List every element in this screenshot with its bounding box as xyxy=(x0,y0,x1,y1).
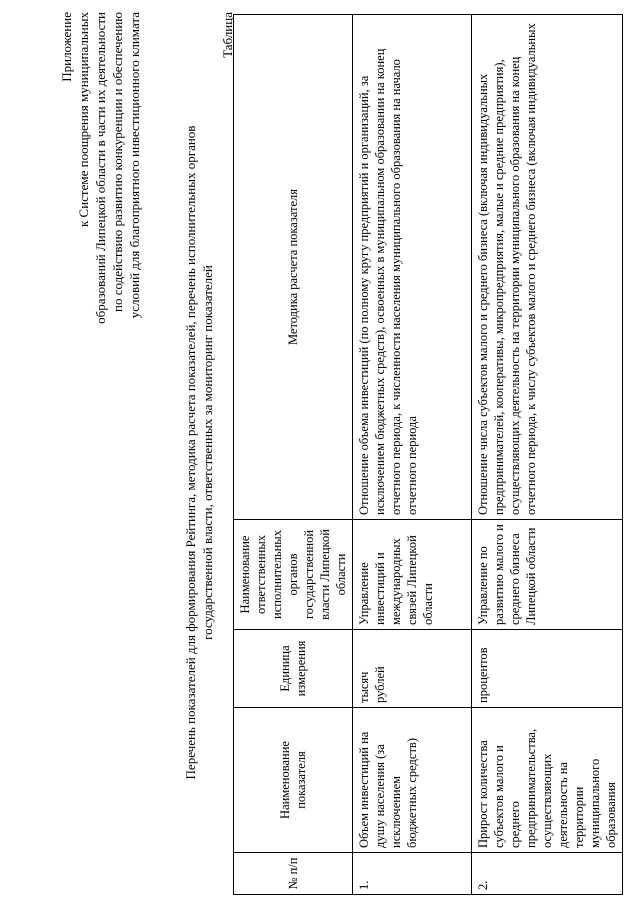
header-indicator-name: Наименование показателя xyxy=(234,708,353,853)
cell-number: 2. xyxy=(472,853,623,895)
list-title xyxy=(182,0,216,905)
table-label: Таблица xyxy=(220,12,235,58)
appendix-line: образований Липецкой области в части их деятельности xyxy=(93,12,108,324)
appendix-line: по содействию развитию конкуренции и обеспечению xyxy=(110,12,125,312)
cell-number: 1. xyxy=(353,853,472,895)
cell-responsible: Управление инвестиций и международных связей Липецкой области xyxy=(353,520,472,630)
header-responsible: Наименование ответственных исполнительных органов государственной власти Липецкой области xyxy=(234,520,353,630)
appendix-line: к Системе поощрения муниципальных xyxy=(76,12,91,228)
cell-method: Отношение объема инвестиций (по полному кругу предприятий и организаций, за исключением бюджетных средств), освоенных в муниципальном образовании на конец отчетного периода, к численности населения муниципального образования на начало отчетного периода xyxy=(353,15,472,520)
appendix-line: условий для благоприятного инвестиционного климата xyxy=(127,12,142,319)
indicators-table xyxy=(233,14,623,895)
appendix-header xyxy=(58,12,143,612)
cell-indicator-name: Прирост количества субъектов малого и среднего предпринимательства, осуществляющих деятельность на территории муниципального образования xyxy=(472,708,623,853)
header-number: № п/п xyxy=(234,853,353,895)
header-unit: Единица измерения xyxy=(234,630,353,708)
header-method: Методика расчета показателя xyxy=(234,15,353,520)
cell-indicator-name: Объем инвестиций на душу населения (за исключением бюджетных средств) xyxy=(353,708,472,853)
list-title-line: государственной власти, ответственных за мониторинг показателей xyxy=(200,265,215,640)
cell-responsible: Управление по развитию малого и среднего бизнеса Липецкой области xyxy=(472,520,623,630)
cell-method: Отношение числа субъектов малого и среднего бизнеса (включая индивидуальных предпринимателей, кооперативы, микропредприятия, малые и средние предприятия), осуществляющих деятельность на территории муниципального образования на конец отчетного периода, к числу субъектов малого и среднего бизнеса (включая индивидуальных xyxy=(472,15,623,520)
list-title-line: Перечень показателей для формирования Рейтинга, методика расчета показателей, перечень исполнительных органов xyxy=(183,125,198,780)
table-header-row xyxy=(234,15,353,895)
table-row xyxy=(353,15,472,895)
cell-unit: тысяч рублей xyxy=(353,630,472,708)
cell-unit: процентов xyxy=(472,630,623,708)
appendix-line: Приложение xyxy=(59,12,74,82)
table-row xyxy=(472,15,623,895)
